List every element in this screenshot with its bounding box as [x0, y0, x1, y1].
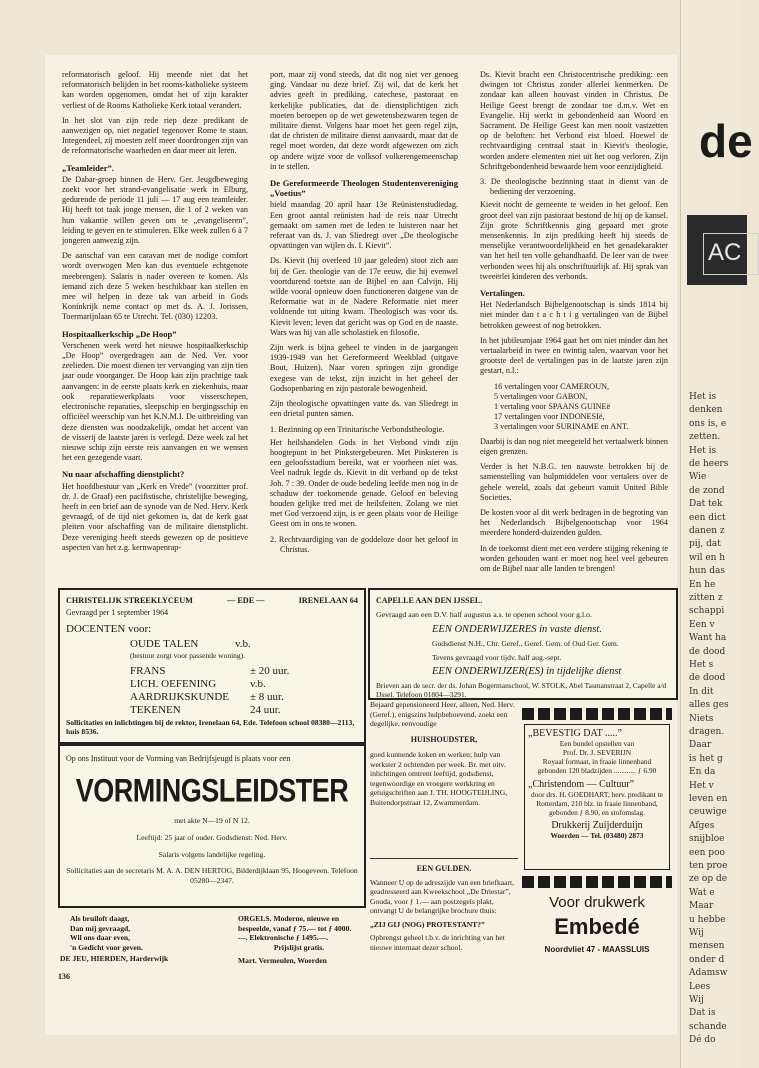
orgels-p: ORGELS. Moderne, nieuwe en bespeelde, vanaf ƒ 75.— tot ƒ 4000.—. Elektronische ƒ 1495.—.: [238, 914, 352, 942]
strip-line: snijbloe: [689, 834, 725, 845]
strip-line: ons is, e: [689, 418, 727, 429]
lyceum-docenten: DOCENTEN voor:: [66, 623, 152, 635]
bruiloft-l3: Wil ons daar even,: [70, 933, 131, 942]
gulden-p3: Opbrengst geheel t.b.v. de inrichting van het nieuwe internaat dezer school.: [370, 933, 505, 952]
strip-box-text: AC: [703, 233, 759, 275]
strip-line: Een v: [689, 619, 715, 630]
page-number: 136: [58, 972, 70, 981]
article-heading: Hospitaalkerkschip „De Hoop”: [62, 328, 177, 339]
drukkerij-address: Woerden — Tel. (03480) 2873: [550, 831, 644, 840]
article-paragraph: Daarbij is dan nog niet meegeteld het vertaalwerk binnen eigen grenzen.: [480, 436, 668, 456]
bevestig-l2: Prof. Dr. J. SEVERIJN: [562, 748, 632, 757]
lyceum-woning: (bestuur zorgt voor passende woning).: [130, 651, 246, 660]
subject-oude-talen: OUDE TALEN: [130, 638, 199, 650]
translation-list-item: 5 vertalingen voor GABON,: [494, 391, 588, 401]
numbered-point: 1. Bezinning op een Trinitarische Verbondstheologie.: [270, 424, 445, 434]
vorming-l4: Sollicitaties aan de secretaris M. A. A. DEN HERTOG, Bilderdijklaan 95, Hoogeveen. Telefoon 05280—2347.: [66, 866, 358, 885]
black-squares-row-top: [522, 708, 672, 720]
strip-line: En he: [689, 579, 716, 590]
strip-line: u hebbe: [689, 914, 726, 925]
ad-bruiloft: [70, 914, 220, 952]
lyceum-address: IRENELAAN 64: [298, 596, 358, 605]
subject-tek-val: 24 uur.: [250, 704, 281, 716]
strip-line: zitten z: [689, 593, 723, 603]
subject-tek: TEKENEN: [130, 704, 181, 716]
article-paragraph: Verder is het N.B.G. ten nauwste betrokken bij de samenstelling van hulpmiddelen voor vertalers over de gehele wereld, zoals dat gebeurt vanuit United Bible Societies.: [480, 462, 668, 502]
bevestig-l3: Royaal formaat, in fraaie linnenband gebonden 120 bladzijden ............ ƒ 6.90: [537, 757, 657, 775]
article-column-3: [480, 70, 668, 579]
strip-line: Wij: [689, 928, 704, 938]
capelle-l5: EEN ONDERWIJZER(ES) in tijdelijke dienst: [432, 666, 622, 677]
strip-line: Het is: [689, 445, 717, 456]
article-paragraph: Zijn theologische opvattingen vatte ds. van Sliedregt in een drietal punten samen.: [270, 399, 458, 419]
ad-capelle-ijssel: [368, 588, 678, 700]
huis-p2: goed kunnende koken en werken; hulp van werkster 2 ochtenden per week. Br. met uitv. inlichtingen omtrent leeftijd, godsdienst, tegenwoordige en vroegere werkkring en getuigschriften aan J. TH. HOOGTEIJLING, Buitendorpstraat 12, Zwammerdam.: [370, 750, 508, 807]
lyceum-footer: Sollicitaties en inlichtingen bij de rektor, Irenelaan 64, Ede. Telefoon school 08380—2113, huis 8536.: [66, 718, 355, 736]
strip-line: In dit: [689, 686, 714, 697]
strip-line: Wie: [689, 472, 707, 483]
article-heading: Nu naar afschaffing dienstplicht?: [62, 469, 185, 480]
strip-line: Wij: [689, 995, 704, 1005]
strip-line: danen z: [689, 526, 725, 536]
strip-line: alles ges: [689, 700, 729, 711]
huis-p1: Bejaard gepensioneerd Heer, alleen, Ned. Herv. (Geref.), enigszins hulpbehoevend, zoekt een degelijke, eenvoudige: [370, 700, 515, 728]
capelle-l4: Tevens gevraagd voor tijdv. half aug.-sept.: [432, 653, 562, 662]
gulden-p2: „ZIJ GIJ (NOG) PROTESTANT?”: [370, 919, 485, 929]
lyceum-date: Gevraagd per 1 september 1964: [66, 608, 169, 617]
article-paragraph: Zijn werk is bijna geheel te vinden in de jaargangen 1939-1949 van het Gereformeerd Weekblad (uitgave Bout, Huizen). Naar voren springen zijn grondige exegese van de tekst, zijn inzicht in het geheel der Godsopenbaring en zijn pastorale bewogenheid.: [270, 343, 458, 393]
strip-line: ze op de: [689, 874, 728, 885]
strip-line: schappi: [689, 606, 725, 617]
embede-address: Noordvliet 47 - MAASSLUIS: [544, 945, 650, 954]
orgels-prijs: Prijslijst gratis.: [273, 942, 325, 952]
article-paragraph: De Dabar-groep binnen de Herv. Ger. Jeugdbeweging zoekt voor het strand-evangelisatie werk in Elburg, gedurende de periode 11 juli — 17 aug een teamleider. Hij heeft tot taak jonge mensen, die 1 of 2 weken van hun vakantie willen geven om te „evangeliseren”, leiding te geven en te stimuleren. Elke week zullen 6 à 7 jongeren aanwezig zijn.: [62, 174, 248, 246]
subject-aard: AARDRIJKSKUNDE: [130, 691, 230, 703]
article-column-2: [270, 70, 458, 558]
translation-list-item: 17 vertalingen voor INDONESIë,: [494, 411, 605, 421]
bevestig-l4: door drs. H. GOEDHART, herv. predikant te Rotterdam, 210 blz. in fraaie linnenband, gebonden ƒ 8.90, en stofomslag.: [531, 790, 663, 817]
article-paragraph: In de toekomst dient met een verdere stijging rekening te worden gehouden want er moet nog heel veel gebeuren om de Bijbel naar alle landen te brengen!: [480, 543, 668, 573]
strip-line: zetten.: [689, 432, 721, 443]
ad-een-gulden: [370, 864, 518, 952]
adjacent-page-strip: [680, 0, 753, 1068]
drukkerij-name: Drukkerij Zuijderduijn: [551, 820, 643, 831]
strip-line: dragen.: [689, 727, 725, 737]
huis-title: HUISHOUDSTER,: [410, 734, 478, 744]
gulden-title: EEN GULDEN.: [416, 864, 472, 873]
article-paragraph: hield maandag 20 april haar 13e Reünistenstudiedag. Een groot aantal reünisten had de reis naar Utrecht gemaakt om samen met de leden te luisteren naar het referaat van ds. J. van Sliedregt over „De theologische opvattingen van wijlen ds. I. Kievit”.: [270, 200, 458, 251]
embede-voor: Voor drukwerk: [549, 894, 645, 911]
strip-line: de dood: [689, 646, 726, 657]
article-heading: Vertalingen.: [480, 288, 525, 299]
strip-line: wil en h: [689, 552, 726, 563]
article-paragraph: port, maar zij vond steeds, dat dit nog niet ver genoeg ging. Vandaar nu deze brief. Zij wil, dat de kerk het advies geeft in prediking, catechese, pastoraat en kerkelijke publicaties, dat de dienstplichtigen zich moeten beroepen op de wet gewetensbezwaren tegen de militaire dienst. Volgens haar moet het geen regel zijn, dat de christen de militaire dienst aanvaardt, maar dat de regel moet worden, dat deze wordt afgewezen om zich op andere wijze voor de volksof volkerengemeenschap in te stellen.: [270, 70, 458, 171]
article-paragraph: In het slot van zijn rede riep deze predikant de aanwezigen op, niet negatief tegenover Rome te staan. Integendeel, zij moesten zelf meer doordrongen zijn van de reformatorische waarheden en daar meer uit leren.: [62, 115, 248, 156]
embede-logo: Embedé: [554, 914, 640, 939]
subject-lich-val: v.b.: [250, 678, 266, 690]
capelle-l1: Gevraagd aan een D.V. half augustus a.s. te openen school voor g.l.o.: [376, 610, 592, 619]
strip-line: ten proe: [689, 861, 728, 871]
subject-frans-val: ± 20 uur.: [250, 665, 290, 677]
article-paragraph: Het Nederlandsch Bijbelgenootschap is sinds 1814 bij niet minder dan t a c h t i g vertalingen van de Bijbel betrokken geweest of nog betrokken.: [480, 300, 668, 330]
strip-line: de zond: [689, 485, 725, 496]
article-heading: De Gereformeerde Theologen Studentenvereniging „Voetius”: [270, 178, 458, 199]
article-paragraph: De aanschaf van een caravan met de nodige comfort wordt overwogen Men kan dus eventuele echtgenote meebrengen). Salaris is nader overeen te komen. Als iemand zich deze 5 weken beschikbaar kan stellen en mee wil helpen in deze tak van arbeid in Gods Koninkrijk neme contact op met ds. A. J. Jorissen, Toermarijnlaan 65 te Utrecht. Tel. (030) 12203.: [62, 251, 248, 322]
strip-line: schande: [689, 1021, 727, 1032]
strip-line: Niets: [689, 713, 714, 724]
bruiloft-l4: 'n Gedicht voor geven.: [70, 942, 143, 952]
strip-line: En da: [689, 767, 716, 778]
article-paragraph: Het heilshandelen Gods in het Verbond vindt zijn hoogtepunt in het Pinkstergebeuren. Met Pinksteren is een geloofsstadium bereikt, wat er voorheen niet was. Veel nadruk legde ds. Kievit in dit verband op de tekst Joh. 7 : 39. Onder de oude bedeling leefde men nog in de schaduw der toekomende genade. Geloof en beleving houden gelijke tred met de heilsfeiten. Zolang we niet met God verzoend zijn, is er geen plaats voor de Heilige Geest om in ons te wonen.: [270, 437, 458, 529]
lyceum-name: CHRISTELIJK STREEKLYCEUM: [66, 596, 193, 605]
vorming-top: Op ons Instituut voor de Vorming van Bedrijfsjeugd is plaats voor een: [66, 754, 291, 763]
strip-line: Adamsw: [689, 968, 728, 979]
subject-lich: LICH. OEFENING: [130, 678, 217, 690]
translation-list-item: 3 vertalingen voor SURINAME en ANT.: [494, 421, 629, 431]
strip-line: pij, dat: [689, 539, 721, 550]
article-paragraph: Ds. Kievit bracht een Christocentrische prediking: een dwingen tot Christus zonder allerlei kenmerken. De zondaar kan alleen houvast vinden in Christus. De Heilige Geest brengt de zondaar toe d.m.v. Wet en Evangelie. Hij werkt in gebondenheid aan Woord en Sacrament. De Heilige Geest kan men nooit vastzetten op de beloften: het Verbond eist bloed. Hoewel de rechtvaardiging centraal staat in Kievit's theologie, worden andere elementen niet uit het oog verloren. Zijn Schriftgebondenheid bewaarde hem voor eenzijdigheid.: [480, 70, 668, 171]
bevestig-title: „BEVESTIG DAT .....”: [528, 728, 622, 739]
strip-dark-box: [687, 215, 747, 285]
article-paragraph: Ds. Kievit (hij overleed 10 jaar geleden) stoot zich aan bij de Ger. theologie van de 17e eeuw, die hij evenwel voortdurend toetste aan de Bijbel en aan Calvijn. Hij wilde vooral opnieuw doen functioneren datgene van de Reformatie wat in de Nadere Reformatie niet meer voldoende tot uiting kwam. Theologisch was voor ds. Kievit leven; leven dat gericht was op God en de naaste. Wars was hij van alle scholastiek en filosofie.: [270, 256, 458, 337]
translation-list: [494, 382, 668, 432]
gulden-p1: Wanneer U op de adreszijde van een briefkaart, geadresseerd aan Kweekschool „De Driestar”, Gouda, voor ƒ 1.— aan postzegels plakt, ontvangt U de belangrijke brochure thuis:: [370, 877, 515, 915]
strip-line: Het s: [689, 660, 714, 670]
capelle-title: CAPELLE AAN DEN IJSSEL.: [376, 596, 483, 605]
strip-line: ceuwige: [689, 807, 727, 818]
strip-line: Want ha: [689, 633, 727, 644]
capelle-l2: EEN ONDERWIJZERES in vaste dienst.: [432, 624, 602, 635]
capelle-l6: Brieven aan de secr. der ds. Johan Bogermanschool, W. STOLK, Abel Tasmanstraat 2, Capelle a/d IJssel. Telefoon 01804—3291.: [376, 681, 667, 699]
strip-line: Dat is: [689, 1008, 716, 1019]
strip-line: denken: [689, 405, 723, 416]
article-paragraph: De kosten voor al dit werk bedragen in de begroting van het Nederlandsch Bijbelgenootschap voor 1964 meerdere honderd-duizenden gulden.: [480, 507, 668, 538]
strip-big-word: de: [699, 115, 753, 167]
strip-line: Dé do: [689, 1035, 716, 1046]
subject-frans: FRANS: [130, 665, 166, 677]
vorming-l3: Salaris volgens landelijke regeling.: [158, 850, 266, 859]
strip-line: Wat e: [689, 887, 715, 898]
translation-list-item: 1 vertaling voor SPAANS GUINEë: [494, 401, 611, 411]
bevestig-l1: Een bundel opstellen van: [559, 739, 635, 748]
subject-oude-talen-val: v.b.: [235, 638, 251, 650]
bevestig-title2: „Christendom — Cultuur”: [528, 779, 635, 790]
subject-aard-val: ± 8 uur.: [250, 691, 284, 703]
vorming-title: VORMINGSLEIDSTER: [75, 772, 349, 809]
strip-line: de dood: [689, 673, 726, 684]
numbered-point: 3. De theologische bezinning staat in dienst van de bediening der verzoening.: [480, 177, 668, 197]
ad-christelijk-streeklyceum: [58, 588, 366, 744]
lyceum-city: — EDE —: [227, 596, 265, 605]
ad-drukkerij: [522, 700, 674, 1000]
strip-line: Afges: [689, 820, 715, 831]
strip-line: onder d: [689, 954, 725, 965]
ad-orgels: [238, 914, 360, 966]
article-paragraph: Verschenen week werd het nieuwe hospitaalkerkschip „De Hoop” overgedragen aan de Ned. Ver. voor zeelieden. Die moest dienen ter vervanging van zijn tien jaar oude voorganger. De Hoop kan zijn prachtige taak aanvangen: in de eerste plaats kerk en ziekenhuis, maar ook reparatiewerkplaats voor visserschepen, electronische reparaties, sleepschip en bergingsschip en officiëel weerschip van het K.N.M.I. De uitbreiding van deze diensten was noodzakelijk, omdat het accent van de visserij de laatste jaren is verlegd. Deze week zal het nieuwe schip zijn eerste reis aanvangen en we wensen het een gezegende vaart.: [62, 340, 248, 463]
strip-line: Het is: [689, 392, 717, 402]
article-paragraph: Het hoofdbestuur van „Kerk en Vrede” (voorzitter prof. dr. J. de Graaf) een pacifistische, christelijke beweging, heeft in een brief aan de synode van de Ned. Herv. Kerk gevraagd, of de tijd niet gekomen is, dat de kerk gaat pleiten voor afschaffing van de militaire dienstplicht. Deze vereniging heeft steeds gewezen op de positieve aspecten van het z.g. kernwapenrap-: [62, 481, 248, 552]
article-paragraph: Kievit nocht de gemeente te weiden in het geloof. Een groot deel van zijn pastoraat bestond de hij op de kansel. Zijn grote Schriftkennis ging gepaard met grote mensenkennis. In zijn prediking heeft hij steeds de menselijke verantwoordelijkheid en het genadekarakter van het heil ten volle gehandhaafd. De leer van de twee verbonden wees hij als onschriftuurlijk af. Hij sprak van tweeërlei kinderen des verbonds.: [480, 200, 668, 281]
strip-line: Lees: [689, 981, 711, 992]
strip-line: mensen: [689, 941, 725, 952]
strip-line: hun das: [689, 566, 725, 577]
bruiloft-l2: Dan mij gevraagd,: [70, 923, 131, 933]
bruiloft-signature: DE JEU, HIERDEN, Harderwijk: [60, 954, 169, 963]
translation-list-item: 16 vertalingen voor CAMEROUN,: [494, 381, 610, 391]
article-paragraph: reformatorisch geloof. Hij meende niet dat het reformatorisch belijden in het rooms-katholieke systeem kan worden opgenomen, omdat het of zijn karakter verliest of de Rooms Katholieke Kerk totaal verandert.: [62, 70, 248, 110]
strip-line: Daar: [689, 740, 712, 751]
strip-line: de heers: [689, 459, 729, 469]
ad-vormingsleidster: [58, 744, 366, 908]
bruiloft-l1: Als bruiloft daagt,: [70, 914, 130, 923]
strip-line: Dat tek: [689, 499, 723, 510]
article-column-1: [62, 70, 248, 558]
strip-line: Het v: [689, 780, 714, 791]
article-paragraph: In het jubileumjaar 1964 gaat het om niet minder dan het vertaalarbeid in twee en twintig talen, waarvan voor het grootste deel de vertalingen pas in de laatste jaren zijn gestart, n.l.:: [480, 335, 668, 376]
numbered-point: 2. Rechtvaardiging van de goddeloze door het geloof in Christus.: [270, 534, 458, 554]
article-heading: „Teamleider”.: [62, 162, 114, 173]
vorming-l2: Leeftijd: 25 jaar of ouder. Godsdienst: Ned. Herv.: [136, 833, 288, 842]
strip-line: leven en: [689, 794, 728, 804]
black-squares-row-bottom: [522, 876, 672, 888]
capelle-l3: Godsdienst N.H., Chr. Geref., Geref. Gem. of Oud Ger. Gem.: [432, 639, 619, 648]
orgels-signature: Mart. Vermeulen, Woerden: [238, 956, 327, 965]
divider: [370, 858, 518, 859]
vorming-l1: met akte N—19 of N 12.: [174, 816, 250, 825]
strip-line: een poo: [689, 847, 725, 858]
strip-line: een dict: [689, 512, 726, 523]
strip-line: is het g: [689, 753, 723, 764]
strip-line: Maar: [689, 901, 714, 912]
ad-huishoudster: [370, 700, 518, 807]
